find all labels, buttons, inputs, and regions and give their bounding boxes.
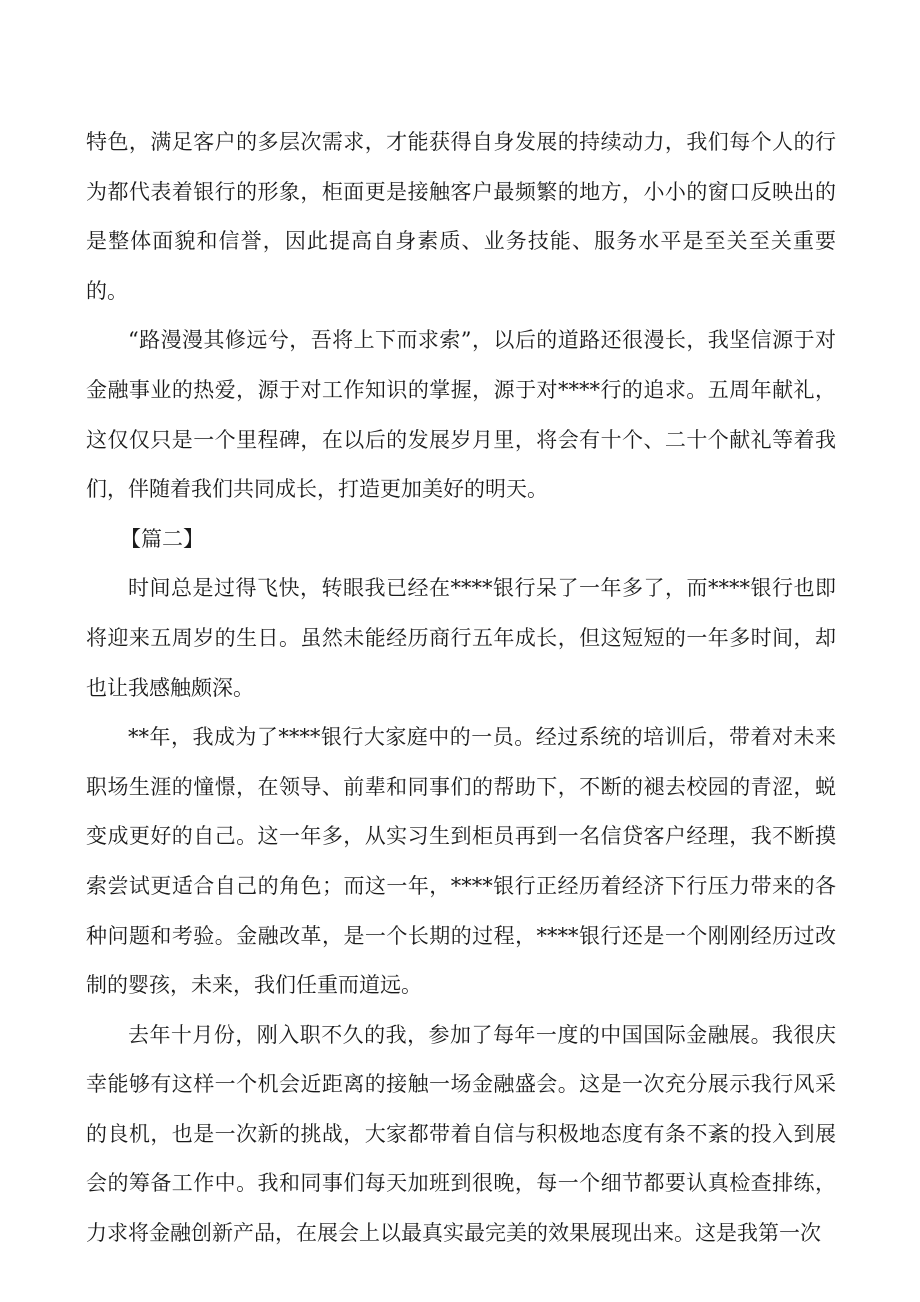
document-body xyxy=(86,118,836,1259)
paragraph-finance-expo: 去年十月份，刚入职不久的我，参加了每年一度的中国国际金融展。我很庆幸能够有这样一个机会近距离的接触一场金融盛会。这是一次充分展示我行风采的良机，也是一次新的挑战，大家都带着自信与积极地态度有条不紊的投入到展会的筹备工作中。我和同事们每天加班到很晚，每一个细节都要认真检查排练，力求将金融创新产品，在展会上以最真实最完美的效果展现出来。这是我第一次 xyxy=(86,1022,836,1246)
paragraph-time-flies: 时间总是过得飞快，转眼我已经在****银行呆了一年多了，而****银行也即将迎来五周岁的生日。虽然未能经历商行五年成长，但这短短的一年多时间，却也让我感触颇深。 xyxy=(86,576,836,700)
paragraph-continuation: 特色，满足客户的多层次需求，才能获得自身发展的持续动力，我们每个人的行为都代表着银行的形象，柜面更是接触客户最频繁的地方，小小的窗口反映出的是整体面貌和信誉，因此提高自身素质、业务技能、服务水平是至关至关重要的。 xyxy=(86,130,836,303)
paragraph-road-quote: “路漫漫其修远兮，吾将上下而求索”，以后的道路还很漫长，我坚信源于对金融事业的热爱，源于对工作知识的掌握，源于对****行的追求。五周年献礼，这仅仅只是一个里程碑，在以后的发展岁月里，将会有十个、二十个献礼等着我们，伴随着我们共同成长，打造更加美好的明天。 xyxy=(86,328,836,502)
section-heading-part-two: 【篇二】 xyxy=(120,526,204,551)
paragraph-joined-bank: **年，我成为了****银行大家庭中的一员。经过系统的培训后，带着对未来职场生涯的憧憬，在领导、前辈和同事们的帮助下，不断的褪去校园的青涩，蜕变成更好的自己。这一年多，从实习生到柜员再到一名信贷客户经理，我不断摸索尝试更适合自己的角色；而这一年，****银行正经历着经济下行压力带来的各种问题和考验。金融改革，是一个长期的过程，****银行还是一个刚刚经历过改制的婴孩，未来，我们任重而道远。 xyxy=(86,725,836,998)
